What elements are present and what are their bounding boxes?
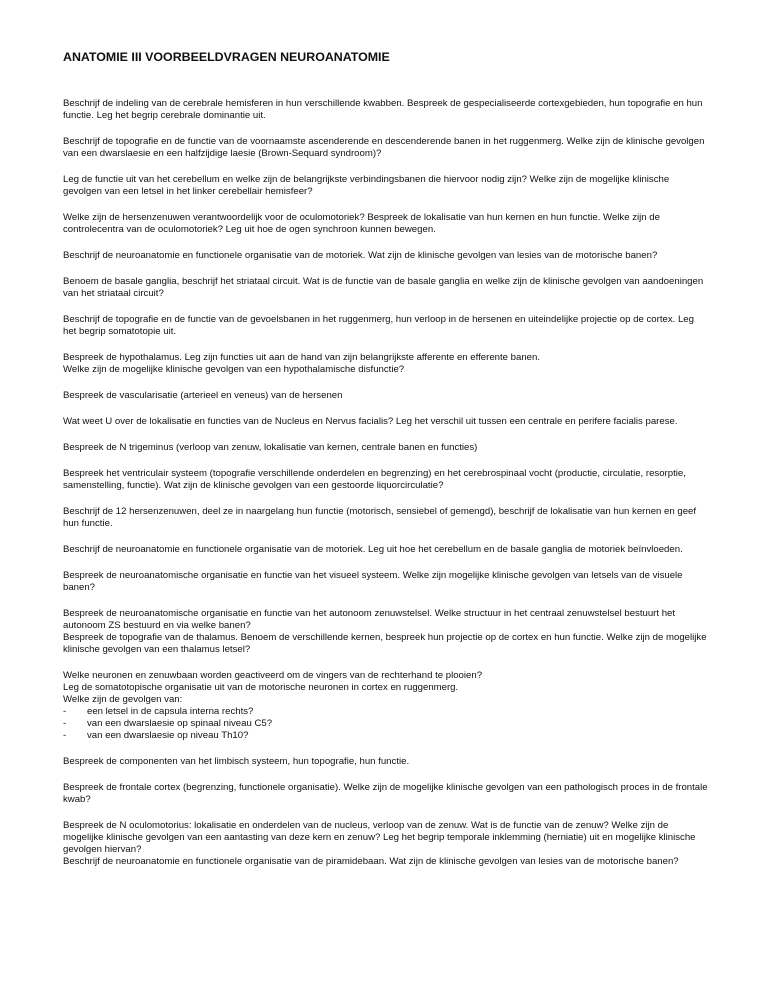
sub-question-item: [63, 718, 708, 730]
question-text: Benoem de basale ganglia, beschrijf het striataal circuit. Wat is de functie van de basale ganglia en welke zijn de klinische gevolgen van aandoeningen van het striataal circuit?: [63, 276, 704, 299]
question-text: Beschrijf de indeling van de cerebrale hemisferen in hun verschillende kwabben. Bespreek de gespecialiseerde cortexgebieden, hun topografie en hun functie. Leg het begrip cerebrale dominantie uit.: [63, 98, 703, 121]
question-text: Welke zijn de gevolgen van:: [63, 694, 183, 705]
question-block: [63, 98, 708, 122]
question-block: [63, 756, 708, 768]
question-text: Bespreek de hypothalamus. Leg zijn functies uit aan de hand van zijn belangrijkste afferente en efferente banen.: [63, 352, 540, 363]
question-text: Bespreek de N oculomotorius: lokalisatie en onderdelen van de nucleus, verloop van de zenuw. Wat is de functie van de zenuw? Welke zijn de mogelijke klinische gevolgen van een aantasting van deze kern en zenuw? Leg het begrip temporale inklemming (herniatie) uit en mogelijke klinische gevolgen hiervan?: [63, 820, 696, 855]
question-block: [63, 468, 708, 492]
question-text: Bespreek de frontale cortex (begrenzing, functionele organisatie). Welke zijn de mogelijke klinische gevolgen van een pathologisch proces in de frontale kwab?: [63, 782, 708, 805]
question-text: Beschrijf de topografie en de functie van de gevoelsbanen in het ruggenmerg, hun verloop in de hersenen en uiteindelijke projectie op de cortex. Leg het begrip somatotopie uit.: [63, 314, 694, 337]
question-block: [63, 570, 708, 594]
question-block: [63, 352, 708, 376]
question-text: Bespreek de vascularisatie (arterieel en veneus) van de hersenen: [63, 390, 343, 401]
question-text: Welke zijn de hersenzenuwen verantwoordelijk voor de oculomotoriek? Bespreek de lokalisatie van hun kernen en hun functie. Welke zijn de controlecentra van de oculomotoriek? Leg uit hoe de ogen synchroon kunnen bewegen.: [63, 212, 660, 235]
question-text: Bespreek de N trigeminus (verloop van zenuw, lokalisatie van kernen, centrale banen en functies): [63, 442, 478, 453]
question-text: Leg de functie uit van het cerebellum en welke zijn de belangrijkste verbindingsbanen die hiervoor nodig zijn? Welke zijn de mogelijke klinische gevolgen van een letsel in het linker cerebellair hemisfeer?: [63, 174, 670, 197]
question-block: [63, 442, 708, 454]
question-text: Leg de somatotopische organisatie uit van de motorische neuronen in cortex en ruggenmerg.: [63, 682, 459, 693]
question-block: [63, 670, 708, 742]
question-block: [63, 136, 708, 160]
question-list: [63, 98, 708, 868]
sub-question-item: [63, 706, 708, 718]
question-block: [63, 276, 708, 300]
question-text: Welke zijn de mogelijke klinische gevolgen van een hypothalamische disfunctie?: [63, 364, 405, 375]
question-block: [63, 174, 708, 198]
question-block: [63, 314, 708, 338]
question-text: Beschrijf de neuroanatomie en functionele organisatie van de motoriek. Wat zijn de klinische gevolgen van lesies van de motorische banen?: [63, 250, 658, 261]
question-text: Bespreek de neuroanatomische organisatie en functie van het autonoom zenuwstelsel. Welke structuur in het centraal zenuwstelsel bestuurt het autonoom ZS bestuurd en via welke banen?: [63, 608, 676, 631]
question-block: [63, 608, 708, 656]
sub-question-text: een letsel in de capsula interna rechts?: [87, 706, 254, 717]
question-text: Beschrijf de neuroanatomie en functionele organisatie van de piramidebaan. Wat zijn de klinische gevolgen van lesies van de motorische banen?: [63, 856, 679, 867]
question-block: [63, 820, 708, 868]
question-text: Beschrijf de neuroanatomie en functionele organisatie van de motoriek. Leg uit hoe het cerebellum en de basale ganglia de motoriek beïnvloeden.: [63, 544, 683, 555]
question-block: [63, 250, 708, 262]
question-text: Beschrijf de topografie en de functie van de voornaamste ascenderende en descenderende banen in het ruggenmerg. Welke zijn de klinische gevolgen van een dwarslaesie en een halfzijdige laesie (Brown-Sequard syndroom)?: [63, 136, 705, 159]
sub-question-text: van een dwarslaesie op niveau Th10?: [87, 730, 249, 741]
question-text: Bespreek de neuroanatomische organisatie en functie van het visueel systeem. Welke zijn mogelijke klinische gevolgen van letsels van de visuele banen?: [63, 570, 683, 593]
question-block: [63, 544, 708, 556]
question-text: Wat weet U over de lokalisatie en functies van de Nucleus en Nervus facialis? Leg het verschil uit tussen een centrale en perifere facialis parese.: [63, 416, 678, 427]
sub-question-text: van een dwarslaesie op spinaal niveau C5?: [87, 718, 273, 729]
question-text: Bespreek de topografie van de thalamus. Benoem de verschillende kernen, bespreek hun projectie op de cortex en hun functie. Welke zijn de mogelijke klinische gevolgen van een thalamus letsel?: [63, 632, 707, 655]
sub-question-list: [63, 706, 708, 742]
question-block: [63, 782, 708, 806]
question-block: [63, 212, 708, 236]
question-block: [63, 416, 708, 428]
question-block: [63, 390, 708, 402]
question-text: Bespreek het ventriculair systeem (topografie verschillende onderdelen en begrenzing) en het cerebrospinaal vocht (productie, circulatie, resorptie, samenstelling, functie). Wat zijn de klinische gevolgen van een gestoorde liquorcirculatie?: [63, 468, 686, 491]
question-block: [63, 506, 708, 530]
question-text: Welke neuronen en zenuwbaan worden geactiveerd om de vingers van de rechterhand te plooien?: [63, 670, 483, 681]
question-text: Bespreek de componenten van het limbisch systeem, hun topografie, hun functie.: [63, 756, 410, 767]
sub-question-item: [63, 730, 708, 742]
document-title: ANATOMIE III VOORBEELDVRAGEN NEUROANATOMIE: [63, 50, 390, 64]
question-text: Beschrijf de 12 hersenzenuwen, deel ze in naargelang hun functie (motorisch, sensiebel of gemengd), beschrijf de lokalisatie van hun kernen en geef hun functie.: [63, 506, 697, 529]
